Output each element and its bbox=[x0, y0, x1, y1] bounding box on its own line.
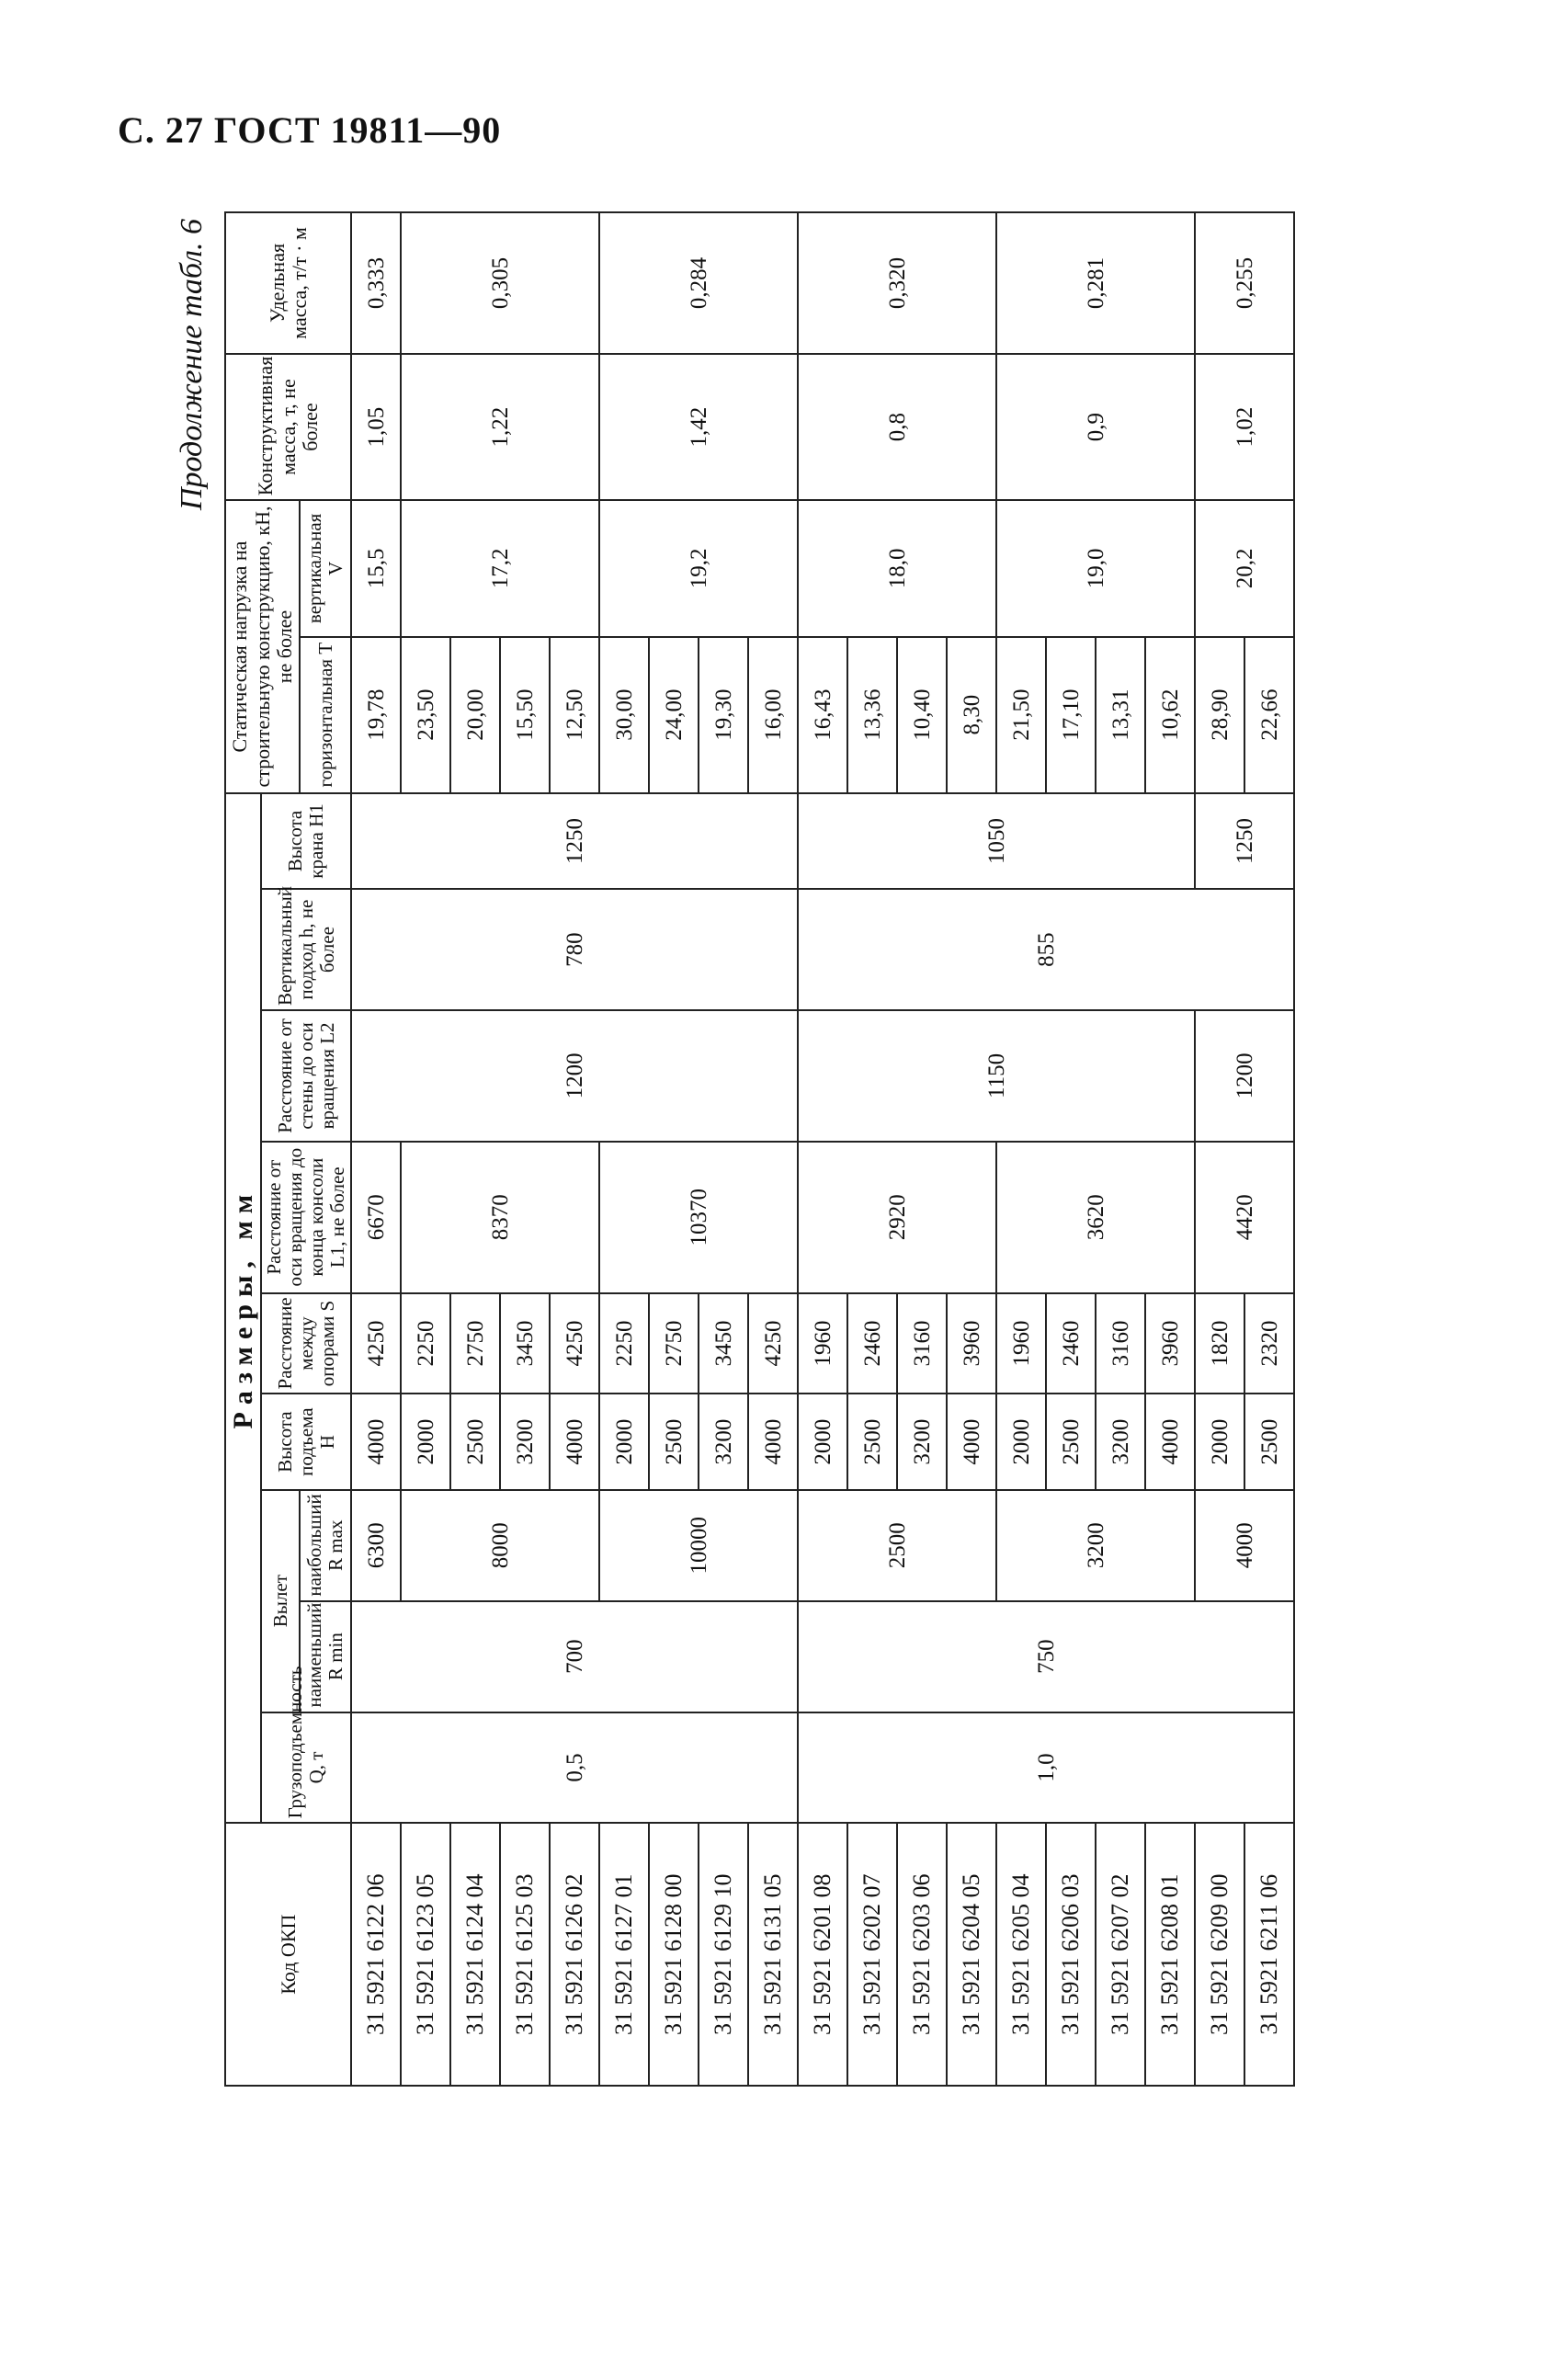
code-cell: 31 5921 6127 01 bbox=[599, 1823, 649, 2086]
load-vertical-cell: 17,2 bbox=[401, 500, 599, 636]
structural-mass-cell: 1,22 bbox=[401, 354, 599, 500]
col-console-distance-header: Расстояние от оси вращения до конца консоли L1, не более bbox=[261, 1142, 351, 1293]
reach-max-cell: 2500 bbox=[798, 1490, 996, 1601]
lift-height-cell: 2500 bbox=[1244, 1394, 1294, 1489]
load-horizontal-cell: 16,43 bbox=[798, 637, 847, 793]
support-distance-cell: 3960 bbox=[1145, 1293, 1195, 1394]
capacity-cell: 0,5 bbox=[351, 1712, 798, 1824]
col-reach-max-header: наибольший R max bbox=[300, 1490, 351, 1601]
support-distance-cell: 4250 bbox=[748, 1293, 798, 1394]
lift-height-cell: 2000 bbox=[996, 1394, 1046, 1489]
col-wall-distance-header: Расстояние от стены до оси вращения L2 bbox=[261, 1010, 351, 1142]
console-distance-cell: 8370 bbox=[401, 1142, 599, 1293]
code-cell: 31 5921 6129 10 bbox=[699, 1823, 748, 2086]
col-specific-mass-header: Удельная масса, т/т · м bbox=[225, 212, 351, 354]
support-distance-cell: 1820 bbox=[1195, 1293, 1244, 1394]
col-load-horizontal-header: горизонтальная T bbox=[300, 637, 351, 793]
load-horizontal-cell: 17,10 bbox=[1046, 637, 1096, 793]
col-reach-header: Вылет bbox=[261, 1490, 300, 1712]
wall-distance-cell: 1200 bbox=[1195, 1010, 1294, 1142]
lift-height-cell: 4000 bbox=[351, 1394, 401, 1489]
structural-mass-cell: 0,9 bbox=[996, 354, 1195, 500]
support-distance-cell: 2320 bbox=[1244, 1293, 1294, 1394]
load-horizontal-cell: 15,50 bbox=[500, 637, 550, 793]
lift-height-cell: 2500 bbox=[1046, 1394, 1096, 1489]
col-crane-height-header: Высота крана H1 bbox=[261, 793, 351, 889]
page-header: С. 27 ГОСТ 19811—90 bbox=[118, 109, 502, 151]
col-reach-min-header: наименьший R min bbox=[300, 1601, 351, 1712]
col-vertical-clearance-header: Вертикальный подход h, не более bbox=[261, 889, 351, 1010]
reach-max-cell: 6300 bbox=[351, 1490, 401, 1601]
specific-mass-cell: 0,333 bbox=[351, 212, 401, 354]
reach-max-cell: 4000 bbox=[1195, 1490, 1294, 1601]
code-cell: 31 5921 6206 03 bbox=[1046, 1823, 1096, 2086]
console-distance-cell: 3620 bbox=[996, 1142, 1195, 1293]
table-row bbox=[351, 212, 401, 2086]
load-horizontal-cell: 28,90 bbox=[1195, 637, 1244, 793]
col-structural-mass-header: Конструктивная масса, т, не более bbox=[225, 354, 351, 500]
console-distance-cell: 4420 bbox=[1195, 1142, 1294, 1293]
crane-height-cell: 1250 bbox=[351, 793, 798, 889]
vertical-clearance-cell: 780 bbox=[351, 889, 798, 1010]
col-capacity-header: Грузоподъемность Q, т bbox=[261, 1712, 351, 1824]
structural-mass-cell: 1,02 bbox=[1195, 354, 1294, 500]
support-distance-cell: 3160 bbox=[1096, 1293, 1145, 1394]
lift-height-cell: 3200 bbox=[1096, 1394, 1145, 1489]
load-horizontal-cell: 12,50 bbox=[550, 637, 599, 793]
load-horizontal-cell: 21,50 bbox=[996, 637, 1046, 793]
support-distance-cell: 2750 bbox=[450, 1293, 500, 1394]
code-cell: 31 5921 6211 06 bbox=[1244, 1823, 1294, 2086]
structural-mass-cell: 1,05 bbox=[351, 354, 401, 500]
code-cell: 31 5921 6207 02 bbox=[1096, 1823, 1145, 2086]
code-cell: 31 5921 6208 01 bbox=[1145, 1823, 1195, 2086]
code-cell: 31 5921 6202 07 bbox=[847, 1823, 897, 2086]
support-distance-cell: 2250 bbox=[599, 1293, 649, 1394]
col-static-load-header: Статическая нагрузка на строительную конструкцию, кН, не более bbox=[225, 500, 300, 793]
lift-height-cell: 4000 bbox=[947, 1394, 996, 1489]
console-distance-cell: 10370 bbox=[599, 1142, 798, 1293]
support-distance-cell: 3160 bbox=[897, 1293, 947, 1394]
load-vertical-cell: 19,2 bbox=[599, 500, 798, 636]
col-lift-height-header: Высота подъема H bbox=[261, 1394, 351, 1489]
sizes-header: Размеры, мм bbox=[225, 793, 261, 1824]
vertical-clearance-cell: 855 bbox=[798, 889, 1294, 1010]
lift-height-cell: 4000 bbox=[748, 1394, 798, 1489]
lift-height-cell: 3200 bbox=[699, 1394, 748, 1489]
specific-mass-cell: 0,255 bbox=[1195, 212, 1294, 354]
lift-height-cell: 4000 bbox=[1145, 1394, 1195, 1489]
support-distance-cell: 1960 bbox=[996, 1293, 1046, 1394]
load-horizontal-cell: 13,31 bbox=[1096, 637, 1145, 793]
col-support-distance-header: Расстояние между опорами S bbox=[261, 1293, 351, 1394]
reach-max-cell: 8000 bbox=[401, 1490, 599, 1601]
code-cell: 31 5921 6123 05 bbox=[401, 1823, 450, 2086]
reach-max-cell: 3200 bbox=[996, 1490, 1195, 1601]
load-horizontal-cell: 19,30 bbox=[699, 637, 748, 793]
crane-height-cell: 1050 bbox=[798, 793, 1195, 889]
console-distance-cell: 6670 bbox=[351, 1142, 401, 1293]
lift-height-cell: 3200 bbox=[500, 1394, 550, 1489]
load-horizontal-cell: 13,36 bbox=[847, 637, 897, 793]
load-horizontal-cell: 22,66 bbox=[1244, 637, 1294, 793]
support-distance-cell: 2250 bbox=[401, 1293, 450, 1394]
reach-min-cell: 700 bbox=[351, 1601, 798, 1712]
support-distance-cell: 4250 bbox=[351, 1293, 401, 1394]
wall-distance-cell: 1150 bbox=[798, 1010, 1195, 1142]
code-cell: 31 5921 6205 04 bbox=[996, 1823, 1046, 2086]
support-distance-cell: 2460 bbox=[1046, 1293, 1096, 1394]
lift-height-cell: 2000 bbox=[1195, 1394, 1244, 1489]
code-cell: 31 5921 6131 05 bbox=[748, 1823, 798, 2086]
rotated-table-container bbox=[175, 211, 1406, 2087]
load-vertical-cell: 20,2 bbox=[1195, 500, 1294, 636]
specific-mass-cell: 0,305 bbox=[401, 212, 599, 354]
specific-mass-cell: 0,281 bbox=[996, 212, 1195, 354]
support-distance-cell: 3450 bbox=[500, 1293, 550, 1394]
support-distance-cell: 2460 bbox=[847, 1293, 897, 1394]
load-horizontal-cell: 16,00 bbox=[748, 637, 798, 793]
code-cell: 31 5921 6204 05 bbox=[947, 1823, 996, 2086]
support-distance-cell: 3960 bbox=[947, 1293, 996, 1394]
support-distance-cell: 2750 bbox=[649, 1293, 699, 1394]
load-horizontal-cell: 20,00 bbox=[450, 637, 500, 793]
wall-distance-cell: 1200 bbox=[351, 1010, 798, 1142]
lift-height-cell: 3200 bbox=[897, 1394, 947, 1489]
table-row bbox=[798, 212, 847, 2086]
code-cell: 31 5921 6209 00 bbox=[1195, 1823, 1244, 2086]
support-distance-cell: 1960 bbox=[798, 1293, 847, 1394]
table bbox=[224, 211, 1295, 2087]
code-cell: 31 5921 6124 04 bbox=[450, 1823, 500, 2086]
console-distance-cell: 2920 bbox=[798, 1142, 996, 1293]
load-vertical-cell: 19,0 bbox=[996, 500, 1195, 636]
lift-height-cell: 2000 bbox=[599, 1394, 649, 1489]
col-code-header: Код ОКП bbox=[225, 1823, 351, 2086]
load-horizontal-cell: 23,50 bbox=[401, 637, 450, 793]
load-horizontal-cell: 30,00 bbox=[599, 637, 649, 793]
structural-mass-cell: 0,8 bbox=[798, 354, 996, 500]
crane-height-cell: 1250 bbox=[1195, 793, 1294, 889]
code-cell: 31 5921 6128 00 bbox=[649, 1823, 699, 2086]
code-cell: 31 5921 6126 02 bbox=[550, 1823, 599, 2086]
load-vertical-cell: 15,5 bbox=[351, 500, 401, 636]
lift-height-cell: 2500 bbox=[450, 1394, 500, 1489]
code-cell: 31 5921 6203 06 bbox=[897, 1823, 947, 2086]
support-distance-cell: 3450 bbox=[699, 1293, 748, 1394]
load-horizontal-cell: 19,78 bbox=[351, 637, 401, 793]
load-horizontal-cell: 10,40 bbox=[897, 637, 947, 793]
specific-mass-cell: 0,284 bbox=[599, 212, 798, 354]
load-horizontal-cell: 24,00 bbox=[649, 637, 699, 793]
lift-height-cell: 2000 bbox=[401, 1394, 450, 1489]
reach-max-cell: 10000 bbox=[599, 1490, 798, 1601]
lift-height-cell: 2500 bbox=[649, 1394, 699, 1489]
load-horizontal-cell: 8,30 bbox=[947, 637, 996, 793]
code-cell: 31 5921 6125 03 bbox=[500, 1823, 550, 2086]
code-cell: 31 5921 6122 06 bbox=[351, 1823, 401, 2086]
capacity-cell: 1,0 bbox=[798, 1712, 1294, 1824]
structural-mass-cell: 1,42 bbox=[599, 354, 798, 500]
code-cell: 31 5921 6201 08 bbox=[798, 1823, 847, 2086]
reach-min-cell: 750 bbox=[798, 1601, 1294, 1712]
col-load-vertical-header: вертикальная V bbox=[300, 500, 351, 636]
lift-height-cell: 4000 bbox=[550, 1394, 599, 1489]
continuation-label: Продолжение табл. 6 bbox=[175, 219, 209, 511]
support-distance-cell: 4250 bbox=[550, 1293, 599, 1394]
lift-height-cell: 2500 bbox=[847, 1394, 897, 1489]
specific-mass-cell: 0,320 bbox=[798, 212, 996, 354]
load-horizontal-cell: 10,62 bbox=[1145, 637, 1195, 793]
lift-height-cell: 2000 bbox=[798, 1394, 847, 1489]
load-vertical-cell: 18,0 bbox=[798, 500, 996, 636]
